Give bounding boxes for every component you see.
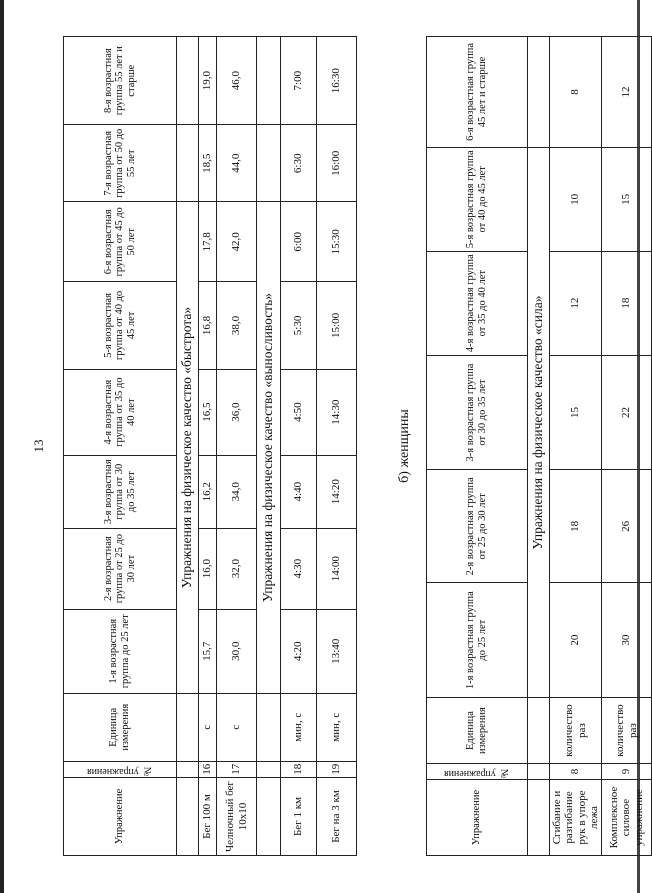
table-row — [602, 37, 652, 856]
header-exercise: Упражнение — [427, 780, 528, 856]
value-cell: 22 — [602, 355, 652, 470]
value-cell: 15 — [550, 355, 602, 470]
value-cell: 34,0 — [217, 455, 257, 528]
exercise-number: 18 — [281, 761, 317, 777]
women-standards-table — [426, 36, 652, 856]
unit-cell: мин, с — [281, 693, 317, 761]
value-cell: 6:00 — [281, 202, 317, 282]
value-cell: 16:00 — [317, 125, 357, 202]
value-cell: 30 — [602, 583, 652, 698]
section-row — [177, 37, 199, 856]
value-cell: 20 — [550, 583, 602, 698]
rotated-content — [31, 36, 645, 856]
header-row — [64, 37, 177, 856]
value-cell: 16,0 — [199, 528, 217, 609]
header-group-1: 1-я возрастная группа до 25 лет — [64, 609, 177, 693]
header-group-2: 2-я возрастная группа от 25 до 30 лет — [427, 470, 528, 583]
unit-cell: мин, с — [317, 693, 357, 761]
header-unit: Единица измерения — [427, 698, 528, 764]
value-cell: 15,7 — [199, 609, 217, 693]
women-subtitle: б) женщины — [397, 409, 412, 483]
value-cell: 6:30 — [281, 125, 317, 202]
header-group-7: 7-я возрастная группа от 50 до 55 лет — [64, 125, 177, 202]
exercise-number: 17 — [217, 761, 257, 777]
exercise-name: Сгибание и разгибание рук в упоре лежа — [550, 780, 602, 856]
value-cell: 32,0 — [217, 528, 257, 609]
value-cell: 18,5 — [199, 125, 217, 202]
exercise-name: Бег 100 м — [199, 778, 217, 856]
header-unit: Единица измерения — [64, 693, 177, 761]
table-row — [217, 37, 257, 856]
header-group-5: 5-я возрастная группа от 40 до 45 лет — [64, 282, 177, 369]
value-cell: 12 — [602, 37, 652, 148]
value-cell: 4:30 — [281, 528, 317, 609]
exercise-number: 19 — [317, 761, 357, 777]
unit-cell: количество раз — [602, 698, 652, 764]
header-group-3: 3-я возрастная группа от 30 до 35 лет — [427, 355, 528, 470]
value-cell: 46,0 — [217, 37, 257, 125]
value-cell: 10 — [550, 147, 602, 251]
value-cell: 19,0 — [199, 37, 217, 125]
exercise-name: Бег на 3 км — [317, 778, 357, 856]
exercise-number: 8 — [550, 764, 602, 780]
value-cell: 18 — [550, 470, 602, 583]
header-group-8: 8-я возрастная группа 55 лет и старше — [64, 37, 177, 125]
scan-edge-left — [0, 0, 4, 893]
value-cell: 13:40 — [317, 609, 357, 693]
header-exercise-number: № упражнения — [427, 764, 528, 780]
value-cell: 16,5 — [199, 369, 217, 455]
value-cell: 38,0 — [217, 282, 257, 369]
unit-cell: с — [199, 693, 217, 761]
section-row — [528, 37, 550, 856]
header-group-5: 5-я возрастная группа от 40 до 45 лет — [427, 147, 528, 251]
value-cell: 17,8 — [199, 202, 217, 282]
value-cell: 12 — [550, 251, 602, 355]
value-cell: 36,0 — [217, 369, 257, 455]
table-row — [199, 37, 217, 856]
value-cell: 5:30 — [281, 282, 317, 369]
unit-cell: с — [217, 693, 257, 761]
value-cell: 18 — [602, 251, 652, 355]
value-cell: 15 — [602, 147, 652, 251]
value-cell: 7:00 — [281, 37, 317, 125]
value-cell: 15:30 — [317, 202, 357, 282]
value-cell: 26 — [602, 470, 652, 583]
value-cell: 14:20 — [317, 455, 357, 528]
value-cell: 4:50 — [281, 369, 317, 455]
exercise-number: 9 — [602, 764, 652, 780]
unit-cell: количество раз — [550, 698, 602, 764]
value-cell: 44,0 — [217, 125, 257, 202]
men-standards-table — [63, 36, 357, 856]
exercise-name: Комплексное силовое упражнение — [602, 780, 652, 856]
value-cell: 16:30 — [317, 37, 357, 125]
header-group-1: 1-я возрастная группа до 25 лет — [427, 583, 528, 698]
header-exercise-number: № упражнения — [64, 761, 177, 777]
value-cell: 8 — [550, 37, 602, 148]
value-cell: 16,2 — [199, 455, 217, 528]
exercise-number: 16 — [199, 761, 217, 777]
table-row — [317, 37, 357, 856]
header-group-6: 6-я возрастная группа 45 лет и старше — [427, 37, 528, 148]
table-row — [550, 37, 602, 856]
value-cell: 4:20 — [281, 609, 317, 693]
header-row — [427, 37, 528, 856]
header-group-4: 4-я возрастная группа от 35 до 40 лет — [427, 251, 528, 355]
value-cell: 4:40 — [281, 455, 317, 528]
value-cell: 42,0 — [217, 202, 257, 282]
section-row — [257, 37, 281, 856]
value-cell: 30,0 — [217, 609, 257, 693]
value-cell: 15:00 — [317, 282, 357, 369]
header-exercise: Упражнение — [64, 778, 177, 856]
page-number: 13 — [31, 439, 46, 453]
header-group-4: 4-я возрастная группа от 35 до 40 лет — [64, 369, 177, 455]
header-group-2: 2-я возрастная группа от 25 до 30 лет — [64, 528, 177, 609]
section-title-strength: Упражнения на физическое качество «сила» — [528, 147, 550, 697]
value-cell: 16,8 — [199, 282, 217, 369]
section-title-speed: Упражнения на физическое качество «быстрота» — [177, 202, 199, 694]
section-title-endurance: Упражнения на физическое качество «выносливость» — [257, 202, 281, 694]
table-row — [281, 37, 317, 856]
header-group-6: 6-я возрастная группа от 45 до 50 лет — [64, 202, 177, 282]
exercise-name: Челночный бег 10х10 — [217, 778, 257, 856]
value-cell: 14:30 — [317, 369, 357, 455]
header-group-3: 3-я возрастная группа от 30 до 35 лет — [64, 455, 177, 528]
exercise-name: Бег 1 км — [281, 778, 317, 856]
value-cell: 14:00 — [317, 528, 357, 609]
